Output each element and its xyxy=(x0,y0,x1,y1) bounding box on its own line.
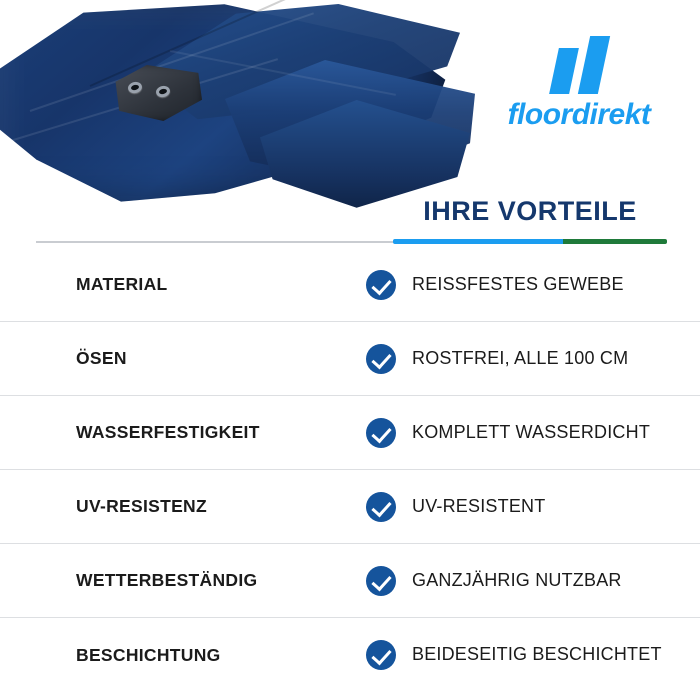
feature-label: UV-RESISTENZ xyxy=(76,496,207,517)
check-circle-icon xyxy=(366,640,396,670)
brand-logo xyxy=(484,36,674,132)
page-title: IHRE VORTEILE xyxy=(423,196,637,226)
feature-label: WASSERFESTIGKEIT xyxy=(76,422,260,443)
check-circle-icon xyxy=(366,270,396,300)
feature-value: ROSTFREI, ALLE 100 CM xyxy=(412,347,629,368)
feature-value: BEIDESEITIG BESCHICHTET xyxy=(412,644,662,665)
logo-bar-left-icon xyxy=(549,48,579,94)
feature-value-group xyxy=(366,492,678,522)
feature-row xyxy=(0,618,700,692)
logo-mark-icon xyxy=(484,36,674,94)
feature-row xyxy=(0,470,700,544)
feature-label: ÖSEN xyxy=(76,348,127,369)
feature-value-group xyxy=(366,270,678,300)
feature-row xyxy=(0,544,700,618)
feature-label: MATERIAL xyxy=(76,274,168,295)
feature-value: GANZJÄHRIG NUTZBAR xyxy=(412,569,622,590)
feature-label: WETTERBESTÄNDIG xyxy=(76,570,258,591)
feature-row xyxy=(0,248,700,322)
feature-label: BESCHICHTUNG xyxy=(76,644,221,665)
feature-row xyxy=(0,396,700,470)
check-circle-icon xyxy=(366,344,396,374)
feature-row xyxy=(0,322,700,396)
brand-name: floordirekt xyxy=(507,98,651,131)
check-circle-icon xyxy=(366,492,396,522)
logo-bar-right-icon xyxy=(578,36,610,94)
feature-value: KOMPLETT WASSERDICHT xyxy=(412,421,651,442)
feature-list xyxy=(0,248,700,692)
feature-value-group xyxy=(366,566,678,596)
check-circle-icon xyxy=(366,418,396,448)
check-circle-icon xyxy=(366,566,396,596)
feature-value-group xyxy=(366,344,678,374)
title-underline-accent xyxy=(393,239,667,244)
feature-value: UV-RESISTENT xyxy=(412,495,546,516)
feature-value: REISSFESTES GEWEBE xyxy=(412,273,624,294)
feature-value-group xyxy=(366,640,678,670)
feature-value-group xyxy=(366,418,678,448)
